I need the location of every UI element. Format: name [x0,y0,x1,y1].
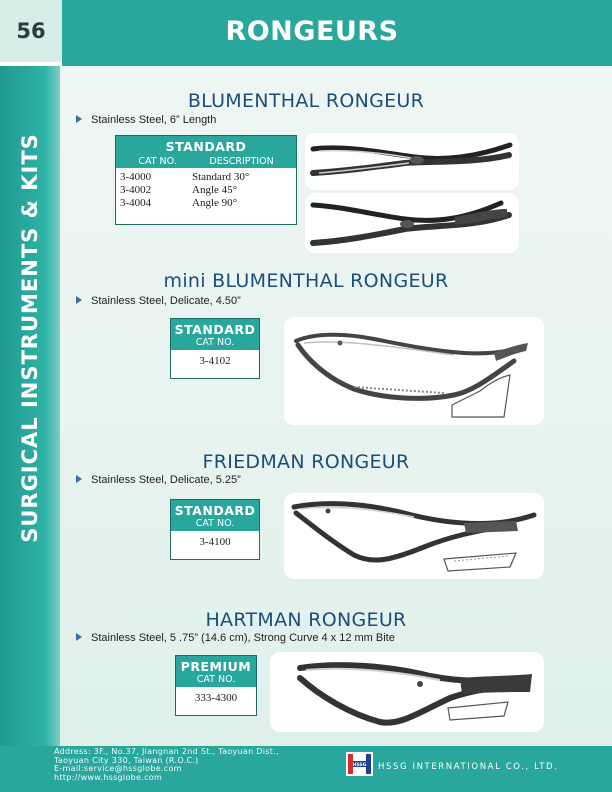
column-cat-no: CAT NO. [138,156,177,167]
page-title: RONGEURS [225,16,399,47]
spec-text: Stainless Steel, Delicate, 5.25” [91,474,241,487]
rongeur-icon [270,652,544,732]
bullet-icon [76,115,82,123]
product-spec-hartman [76,632,395,644]
card-header [171,319,259,350]
card-label: STANDARD [174,503,256,518]
website-link[interactable]: http://www.hssglobe.com [54,772,163,782]
rongeur-icon [284,317,544,425]
card-sub-label: CAT NO. [196,674,236,685]
product-spec-friedman [76,474,241,486]
page-number-box [0,0,62,62]
logo-text: HSSG [352,763,367,768]
spec-text: Stainless Steel, 6” Length [91,114,217,127]
hssg-logo-icon [346,752,373,776]
table-column-headers [116,154,296,168]
address-line: Address: 3F., No.37, Jiangnan 2nd St., Taoyuan Dist., [54,747,279,756]
cell-cat-no: 3-4002 [120,184,152,196]
product-title-mini-blumenthal: mini BLUMENTHAL RONGEUR [163,270,449,292]
card-header [171,500,259,531]
table-row [116,184,296,197]
bullet-icon [76,296,82,304]
table-row [116,171,296,184]
product-photo-blumenthal-angled [305,193,519,253]
catalog-card-hartman [175,655,257,716]
card-cat-no: 3-4100 [199,536,231,548]
table-row [116,197,296,210]
product-spec-mini-blumenthal [76,295,241,307]
product-title-blumenthal: BLUMENTHAL RONGEUR [187,90,425,112]
cell-cat-no: 3-4000 [120,171,152,183]
rongeur-icon [305,133,519,190]
bullet-icon [76,633,82,641]
product-photo-hartman [270,652,544,732]
email-link[interactable]: E-mail:service@hssglobe.com [54,764,182,774]
column-description: DESCRIPTION [209,156,274,167]
bullet-icon [76,475,82,483]
spec-text: Stainless Steel, Delicate, 4.50” [91,295,241,308]
spec-text: Stainless Steel, 5 .75” (14.6 cm), Strong Curve 4 x 12 mm Bite [91,632,395,645]
product-title-friedman: FRIEDMAN RONGEUR [202,451,410,473]
card-header [176,656,256,687]
address-line: Taoyuan City 330, Taiwan (R.O.C.) [54,755,199,765]
rongeur-icon [305,193,519,253]
footer-address [54,748,279,782]
product-title-hartman: HARTMAN RONGEUR [205,609,407,631]
product-spec-blumenthal [76,114,216,126]
catalog-card-mini-blumenthal [170,318,260,379]
cell-description: Angle 45° [192,184,238,196]
cell-description: Angle 90° [192,197,238,209]
card-cat-no: 333-4300 [194,692,238,704]
company-name: HSSG INTERNATIONAL CO., LTD. [378,762,559,772]
cell-cat-no: 3-4004 [120,197,152,209]
page-number: 56 [16,19,46,43]
card-label: PREMIUM [180,659,252,674]
product-photo-blumenthal-straight [305,133,519,190]
card-sub-label: CAT NO. [195,518,235,529]
card-sub-label: CAT NO. [195,337,235,348]
product-photo-friedman [284,493,544,579]
cell-description: Standard 30° [192,171,250,183]
card-label: STANDARD [174,322,256,337]
catalog-table-blumenthal [115,135,297,225]
table-label: STANDARD [165,139,247,154]
catalog-card-friedman [170,499,260,560]
card-cat-no: 3-4102 [199,355,231,367]
table-header [116,136,296,168]
sidebar-title: SURGICAL INSTRUMENTS & KITS [18,133,42,543]
rongeur-icon [284,493,544,579]
table-body [116,168,296,210]
product-photo-mini-blumenthal [284,317,544,425]
